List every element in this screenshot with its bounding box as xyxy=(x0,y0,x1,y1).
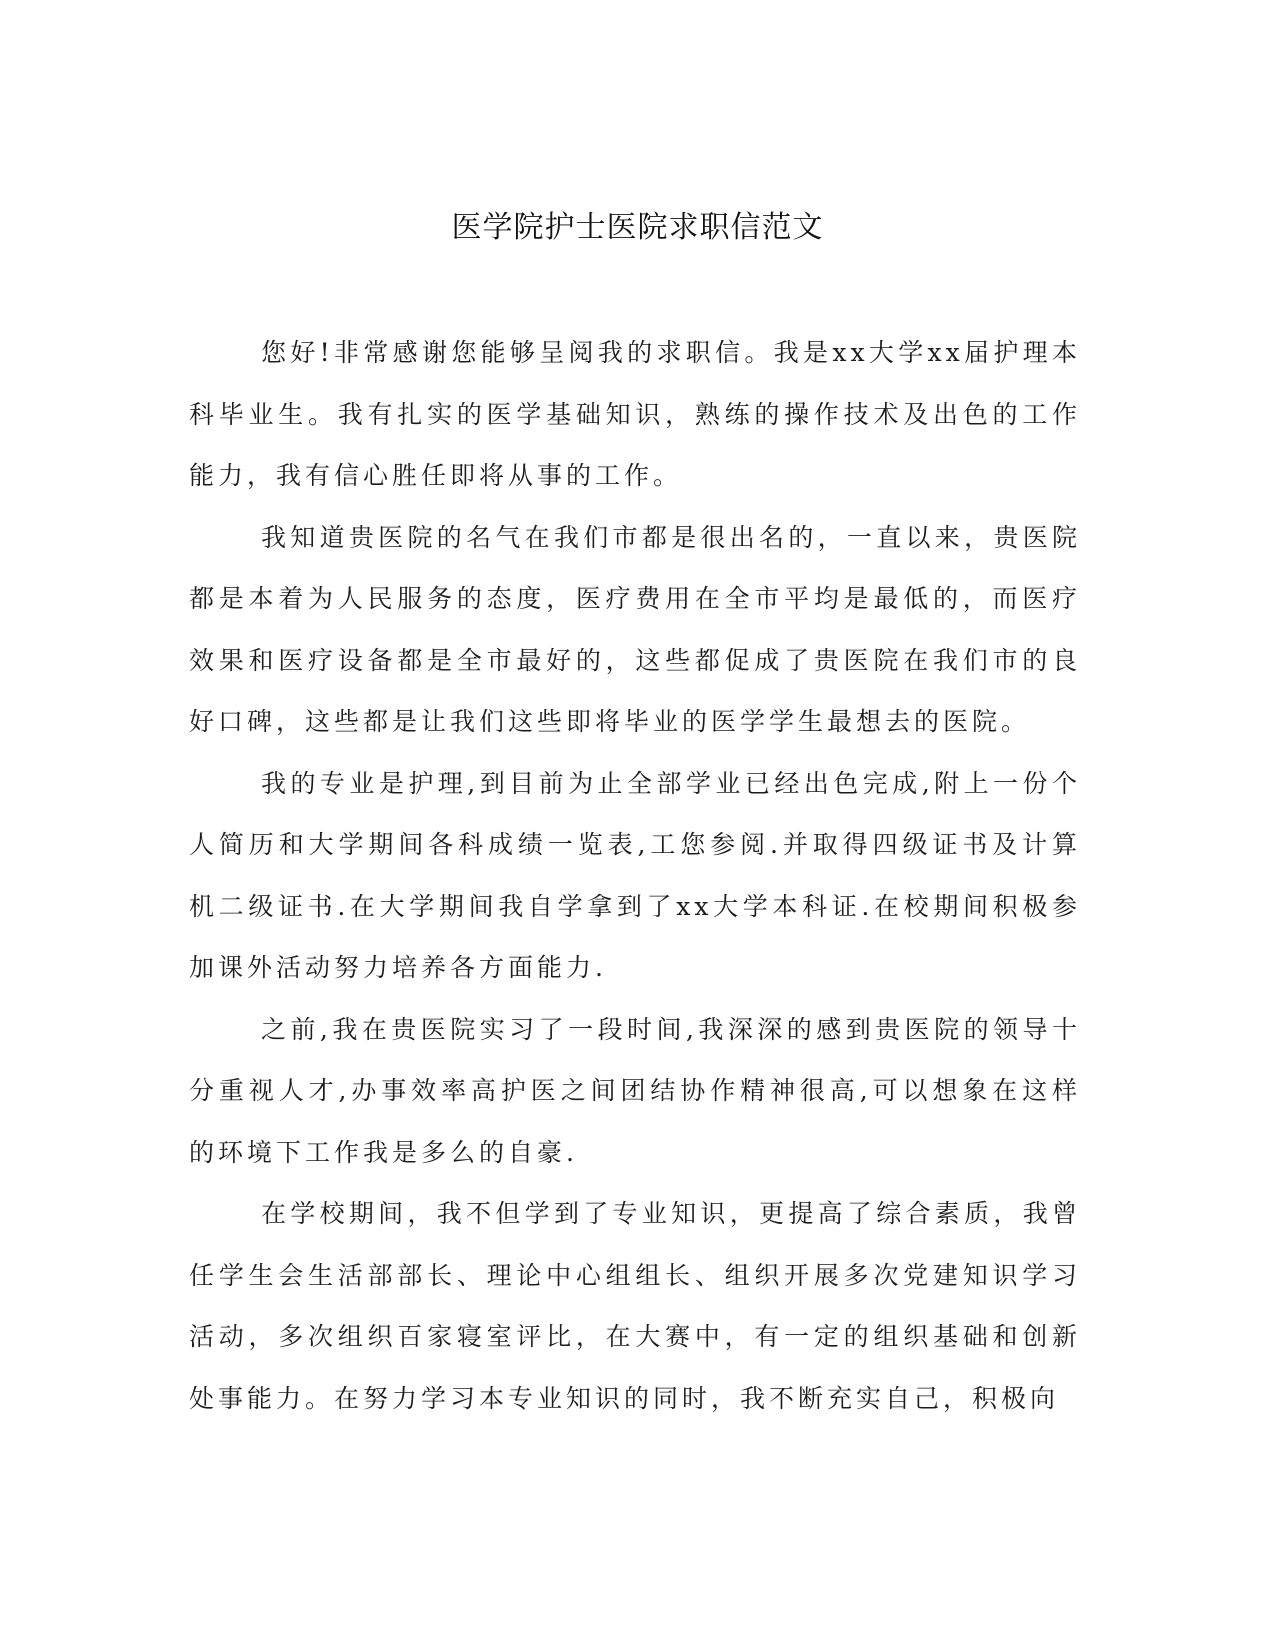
paragraph-greeting: 您好!非常感谢您能够呈阅我的求职信。我是xx大学xx届护理本科毕业生。我有扎实的医学基础知识，熟练的操作技术及出色的工作能力，我有信心胜任即将从事的工作。 xyxy=(189,338,1081,490)
document-body xyxy=(189,322,1081,1429)
paragraph-internship: 之前,我在贵医院实习了一段时间,我深深的感到贵医院的领导十分重视人才,办事效率高护医之间团结协作精神很高,可以想象在这样的环境下工作我是多么的自豪. xyxy=(189,1014,1081,1167)
paragraph-major: 我的专业是护理,到目前为止全部学业已经出色完成,附上一份个人简历和大学期间各科成绩一览表,工您参阅.并取得四级证书及计算机二级证书.在大学期间我自学拿到了xx大学本科证.在校期间积极参加课外活动努力培养各方面能力. xyxy=(189,768,1081,982)
paragraph-school-activities: 在学校期间，我不但学到了专业知识，更提高了综合素质，我曾任学生会生活部部长、理论中心组组长、组织开展多次党建知识学习活动，多次组织百家寝室评比，在大赛中，有一定的组织基础和创新处事能力。在努力学习本专业知识的同时，我不断充实自己，积极向 xyxy=(189,1199,1081,1413)
paragraph-hospital-reputation: 我知道贵医院的名气在我们市都是很出名的，一直以来，贵医院都是本着为人民服务的态度，医疗费用在全市平均是最低的，而医疗效果和医疗设备都是全市最好的，这些都促成了贵医院在我们市的良好口碑，这些都是让我们这些即将毕业的医学学生最想去的医院。 xyxy=(189,522,1081,736)
document-title: 医学院护士医院求职信范文 xyxy=(451,210,824,245)
